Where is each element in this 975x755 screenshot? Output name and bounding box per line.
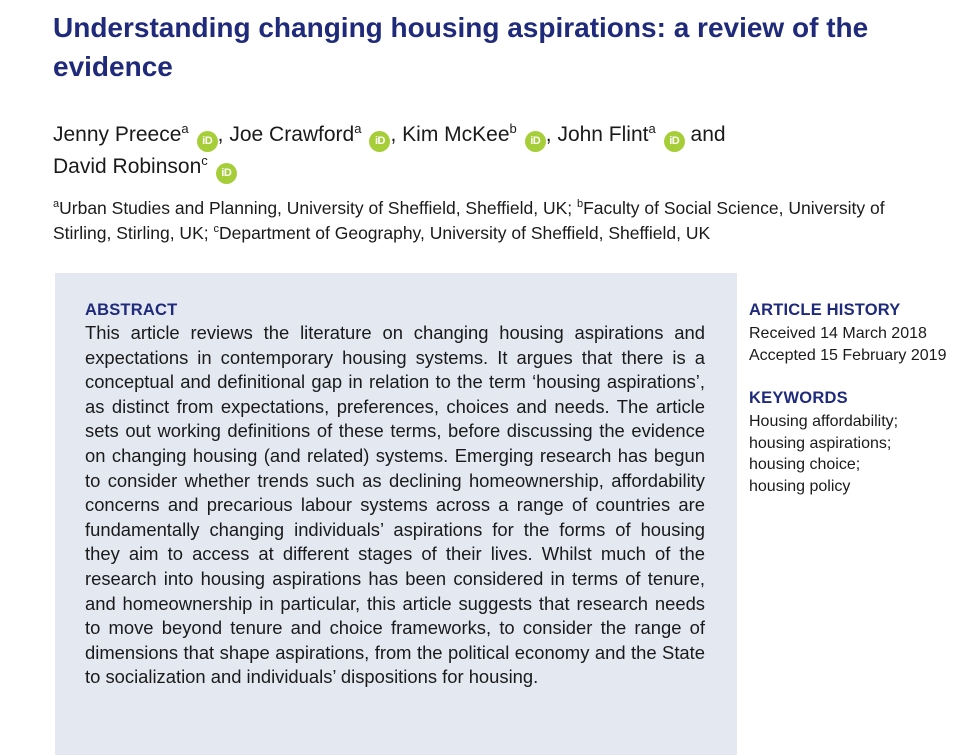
author <box>402 123 551 146</box>
author-separator: , <box>545 123 552 146</box>
author-affiliation-sup: a <box>354 121 362 136</box>
author-name: Joe Crawford <box>229 123 355 146</box>
affiliations <box>53 196 933 246</box>
author-separator: , <box>390 123 397 146</box>
author-name: David Robinson <box>53 155 202 178</box>
keyword-item[interactable]: housing policy <box>749 477 851 495</box>
author <box>557 123 725 146</box>
affiliation-sup: a <box>53 198 60 211</box>
author <box>229 123 396 146</box>
author-affiliation-sup: c <box>201 153 208 168</box>
keywords-list <box>749 411 971 497</box>
author-name: Jenny Preece <box>53 123 182 146</box>
article-history-list <box>749 323 971 366</box>
author <box>53 155 237 178</box>
author-affiliation-sup: a <box>181 121 189 136</box>
author-name: Kim McKee <box>402 123 510 146</box>
orcid-icon[interactable]: iD <box>664 131 685 152</box>
orcid-icon[interactable]: iD <box>216 163 237 184</box>
affiliation-sup: b <box>576 198 584 211</box>
keywords-heading: KEYWORDS <box>749 389 848 407</box>
author-affiliation-sup: b <box>509 121 517 136</box>
abstract-heading: ABSTRACT <box>85 301 178 319</box>
author <box>53 123 224 146</box>
author-name: John Flint <box>557 123 649 146</box>
affiliation-text: Department of Geography, University of Sheffield, Sheffield, UK <box>218 223 711 243</box>
author-list <box>53 120 933 184</box>
author-affiliation-sup: a <box>648 121 656 136</box>
author-separator: and <box>684 123 726 146</box>
orcid-icon[interactable]: iD <box>369 131 390 152</box>
orcid-icon[interactable]: iD <box>525 131 546 152</box>
article-title: Understanding changing housing aspirations: a review of the evidence <box>53 12 869 82</box>
keyword-item[interactable]: housing choice; <box>749 456 861 473</box>
author-separator: , <box>217 123 224 146</box>
orcid-icon[interactable]: iD <box>197 131 218 152</box>
article-history-heading: ARTICLE HISTORY <box>749 301 901 319</box>
affiliation-sup: c <box>213 223 219 236</box>
accepted-date: Accepted 15 February 2019 <box>749 346 947 364</box>
received-date: Received 14 March 2018 <box>749 325 927 342</box>
keyword-item[interactable]: Housing affordability; <box>749 413 899 430</box>
affiliation-text: Urban Studies and Planning, University of Sheffield, Sheffield, UK; <box>59 198 577 218</box>
keyword-item[interactable]: housing aspirations; <box>749 434 892 452</box>
affiliation-text: Faculty of Social Science, University of Stirling, Stirling, UK; <box>53 198 885 243</box>
abstract-text: This article reviews the literature on changing housing aspirations and expectations in contemporary housing systems. It argues that there is a conceptual and definitional gap in relation to the term ‘housing aspirations’, as distinct from expectations, preferences, choices and needs. The article sets out working definitions of these terms, before discussing the evidence on changing housing (and related) systems. Emerging research has begun to consider whether trends such as declining homeownership, affordability concerns and precarious labour systems across a range of countries are fundamentally changing individuals’ aspirations for the forms of housing they aim to access at different stages of their lives. Whilst much of the research into housing aspirations has been considered in terms of tenure, and homeownership in particular, this article suggests that research needs to move beyond tenure and choice frameworks, to consider the range of dimensions that shape aspirations, from the political economy and the State to socialization and individuals’ dispositions for housing. <box>85 322 705 688</box>
